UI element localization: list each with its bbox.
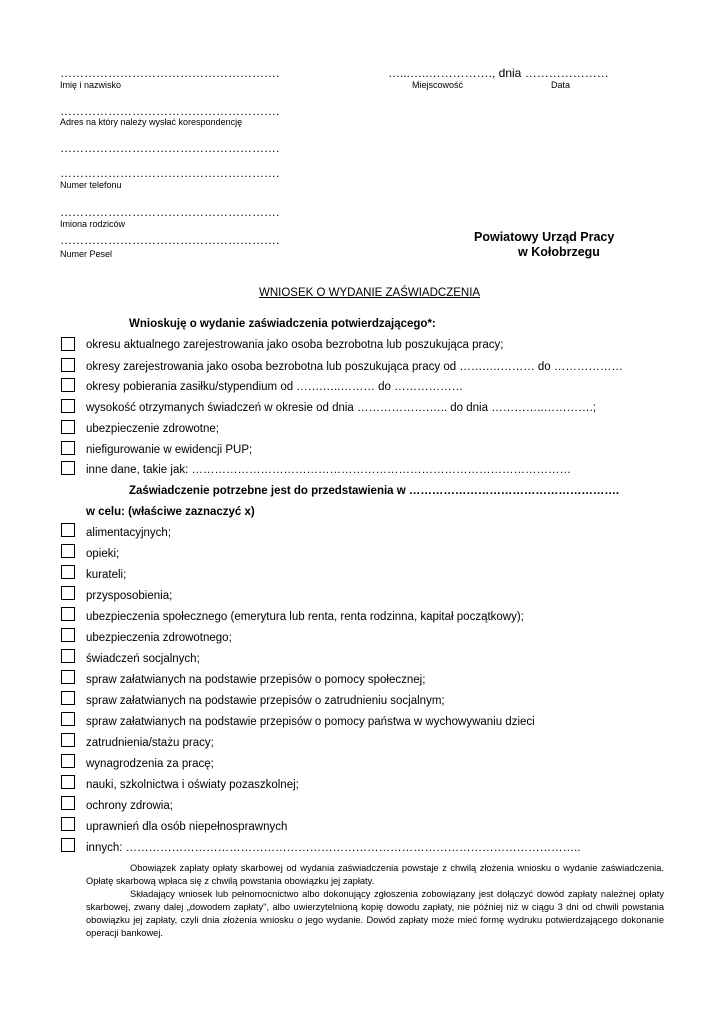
option-other-data: inne dane, takie jak: ………………………………………………………………………………………: [86, 464, 571, 476]
purpose-employment: zatrudnienia/stażu pracy;: [86, 737, 214, 749]
option-health-insurance: ubezpieczenie zdrowotne;: [86, 423, 219, 435]
address-label: Adres na który należy wysłać korespondencję: [60, 117, 243, 127]
checkbox-disability[interactable]: [61, 817, 75, 831]
date-label: Data: [551, 80, 571, 90]
pesel-label: Numer Pesel: [60, 249, 113, 259]
checkbox-health-insurance[interactable]: [61, 420, 75, 434]
option-benefit-periods: okresy pobierania zasiłku/stypendium od …….…..……… do ………………: [86, 381, 464, 393]
fee-note-1: Obowiązek zapłaty opłaty skarbowej od wydania zaświadczenia powstaje z chwilą złożenia wniosku o wydanie zaświadczenia. Opłatę skarbową wpłaca się z chwilą powstania obowiązku jej zapłaty.: [86, 863, 664, 886]
checkbox-social-employment[interactable]: [61, 691, 75, 705]
purpose-social-assistance: spraw załatwianych na podstawie przepisów o pomocy społecznej;: [86, 674, 426, 686]
checkbox-education[interactable]: [61, 775, 75, 789]
checkbox-not-registered[interactable]: [61, 441, 75, 455]
purpose-salary: wynagrodzenia za pracę;: [86, 758, 214, 770]
name-label: Imię i nazwisko: [60, 80, 122, 90]
purpose-care: opieki;: [86, 548, 120, 560]
checkbox-employment[interactable]: [61, 733, 75, 747]
place-label: Miejscowość: [412, 80, 464, 90]
checkbox-current-registration[interactable]: [61, 337, 75, 351]
checkbox-other-data[interactable]: [61, 461, 75, 475]
checkbox-salary[interactable]: [61, 754, 75, 768]
office-city: w Kołobrzegu: [518, 245, 600, 259]
purpose-education: nauki, szkolnictwa i oświaty pozaszkolnej;: [86, 779, 299, 791]
parents-label: Imiona rodziców: [60, 219, 126, 229]
section2-heading: Zaświadczenie potrzebne jest do przedstawienia w ……………………………………………….: [129, 485, 620, 497]
purpose-alimony: alimentacyjnych;: [86, 527, 172, 539]
option-benefit-amount: wysokość otrzymanych świadczeń w okresie od dnia ……………….….. do dnia …………..………….;: [86, 402, 596, 414]
purpose-guardianship: kurateli;: [86, 569, 127, 581]
name-field-line[interactable]: ……………………………………………….: [60, 66, 280, 80]
checkbox-benefit-periods[interactable]: [61, 378, 75, 392]
checkbox-health-insurance-purpose[interactable]: [61, 628, 75, 642]
fee-notes: [86, 862, 664, 940]
purpose-social-benefits: świadczeń socjalnych;: [86, 653, 200, 665]
parents-field-line[interactable]: ……………………………………………….: [60, 205, 280, 219]
purpose-healthcare: ochrony zdrowia;: [86, 800, 173, 812]
page-title: WNIOSEK O WYDANIE ZAŚWIADCZENIA: [259, 287, 481, 299]
fee-note-2: Składający wniosek lub pełnomocnictwo albo dokonujący zgłoszenia zobowiązany jest dołączyć dowód zapłaty należnej opłaty skarbowej, zwany dalej „dowodem zapłaty", albo uwierzytelnioną kopię dowodu zapłaty, nie później niż w ciągu 3 dni od chwili powstania obowiązku jej zapłaty, czyli dnia złożenia wniosku o jego wydanie. Dowód zapłaty może mieć formę wydruku potwierdzającego dokonanie operacji bankowej.: [86, 889, 664, 938]
pesel-field-line[interactable]: ……………………………………………….: [60, 233, 280, 247]
purpose-health-insurance: ubezpieczenia zdrowotnego;: [86, 632, 232, 644]
purpose-child-support: spraw załatwianych na podstawie przepisów o pomocy państwa w wychowywaniu dzieci: [86, 716, 535, 728]
address-field-line[interactable]: ……………………………………………….: [60, 104, 280, 118]
office-name: Powiatowy Urząd Pracy: [474, 230, 615, 244]
checkbox-alimony[interactable]: [61, 523, 75, 537]
purpose-social-employment: spraw załatwianych na podstawie przepisów o zatrudnieniu socjalnym;: [86, 695, 445, 707]
purpose-adoption: przysposobienia;: [86, 590, 173, 602]
purpose-other: innych: ………………………………………………………………………………………………………..: [86, 842, 581, 854]
checkbox-care[interactable]: [61, 544, 75, 558]
checkbox-social-benefits[interactable]: [61, 649, 75, 663]
phone-label: Numer telefonu: [60, 180, 122, 190]
checkbox-social-insurance[interactable]: [61, 607, 75, 621]
checkbox-healthcare[interactable]: [61, 796, 75, 810]
checkbox-social-assistance[interactable]: [61, 670, 75, 684]
option-registration-periods: okresy zarejestrowania jako osoba bezrobotna lub poszukująca pracy od …….….……… do ………………: [86, 361, 623, 373]
place-date-line[interactable]: …...…..……………., dnia …………………: [388, 66, 609, 80]
section1-heading: Wnioskuję o wydanie zaświadczenia potwierdzającego*:: [129, 318, 436, 330]
checkbox-child-support[interactable]: [61, 712, 75, 726]
option-current-registration: okresu aktualnego zarejestrowania jako osoba bezrobotna lub poszukująca pracy;: [86, 339, 504, 351]
checkbox-other-purpose[interactable]: [61, 838, 75, 852]
option-not-registered: niefigurowanie w ewidencji PUP;: [86, 444, 253, 456]
checkbox-guardianship[interactable]: [61, 565, 75, 579]
section2-subheading: w celu: (właściwe zaznaczyć x): [86, 506, 255, 518]
phone-field-line[interactable]: ……………………………………………….: [60, 166, 280, 180]
purpose-social-insurance: ubezpieczenia społecznego (emerytura lub renta, renta rodzinna, kapitał początkowy);: [86, 611, 524, 623]
address-field-line-2[interactable]: ……………………………………………….: [60, 141, 280, 155]
checkbox-benefit-amount[interactable]: [61, 399, 75, 413]
checkbox-adoption[interactable]: [61, 586, 75, 600]
purpose-disability: uprawnień dla osób niepełnosprawnych: [86, 821, 288, 833]
checkbox-registration-periods[interactable]: [61, 358, 75, 372]
